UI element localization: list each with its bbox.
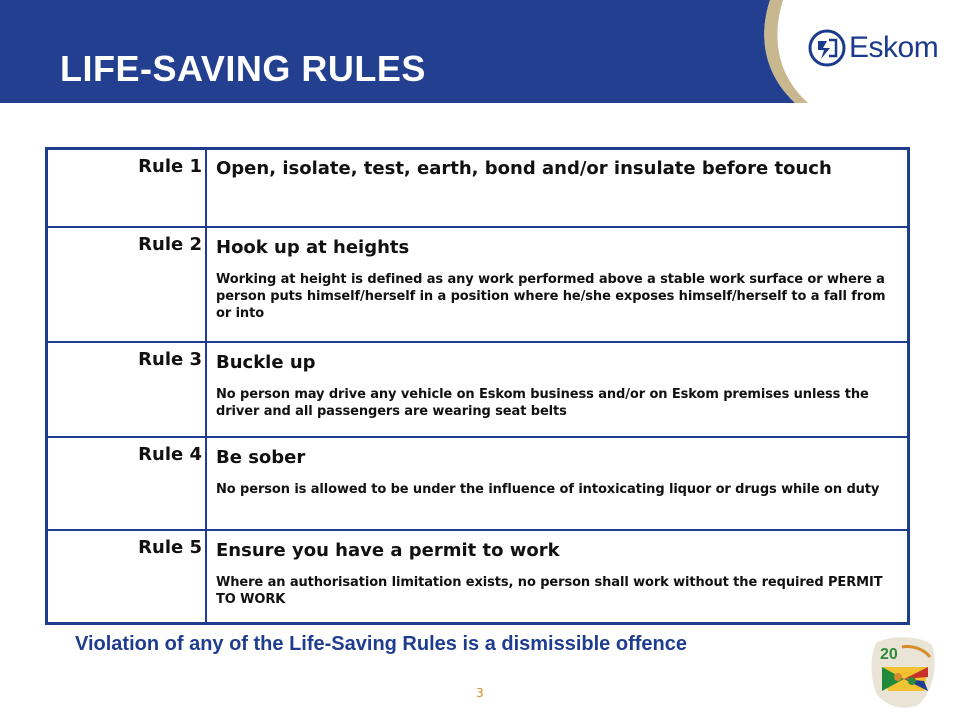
rule-label: Rule 1 xyxy=(47,149,207,228)
rule-content xyxy=(206,342,909,437)
rule-content xyxy=(206,227,909,342)
table-row xyxy=(47,530,909,624)
page-number: 3 xyxy=(476,686,484,700)
table-row xyxy=(47,342,909,437)
rule-title: Buckle up xyxy=(216,352,316,373)
table-row xyxy=(47,149,909,228)
rules-table xyxy=(45,147,910,625)
company-logo xyxy=(808,28,939,68)
rule-description: Working at height is defined as any work performed above a stable work surface or where a person puts himself/herself in a position where he/she exposes himself/herself to a fall from or into xyxy=(216,272,886,321)
anniversary-badge-icon xyxy=(868,633,940,711)
rule-title: Be sober xyxy=(216,447,306,468)
rule-description: Where an authorisation limitation exists, no person shall work without the required PERMIT TO WORK xyxy=(216,575,883,607)
rule-title: Hook up at heights xyxy=(216,237,410,258)
rule-title: Ensure you have a permit to work xyxy=(216,540,560,561)
rule-label: Rule 5 xyxy=(47,530,207,624)
rule-label: Rule 2 xyxy=(47,227,207,342)
page-title: LIFE-SAVING RULES xyxy=(60,48,426,89)
rule-label: Rule 4 xyxy=(47,437,207,530)
eskom-logo-icon xyxy=(808,29,846,67)
dismissal-notice: Violation of any of the Life-Saving Rules is a dismissible offence xyxy=(75,633,687,655)
table-row xyxy=(47,437,909,530)
table-row xyxy=(47,227,909,342)
rule-content xyxy=(206,149,909,228)
rule-description: No person is allowed to be under the influence of intoxicating liquor or drugs while on duty xyxy=(216,482,880,497)
badge-number: 20 xyxy=(880,646,898,663)
logo-wordmark: Eskom xyxy=(849,31,939,64)
rule-content xyxy=(206,437,909,530)
rule-description: No person may drive any vehicle on Eskom business and/or on Eskom premises unless the driver and all passengers are wearing seat belts xyxy=(216,387,869,419)
rule-title: Open, isolate, test, earth, bond and/or insulate before touch xyxy=(216,158,832,179)
rule-content xyxy=(206,530,909,624)
rule-label: Rule 3 xyxy=(47,342,207,437)
